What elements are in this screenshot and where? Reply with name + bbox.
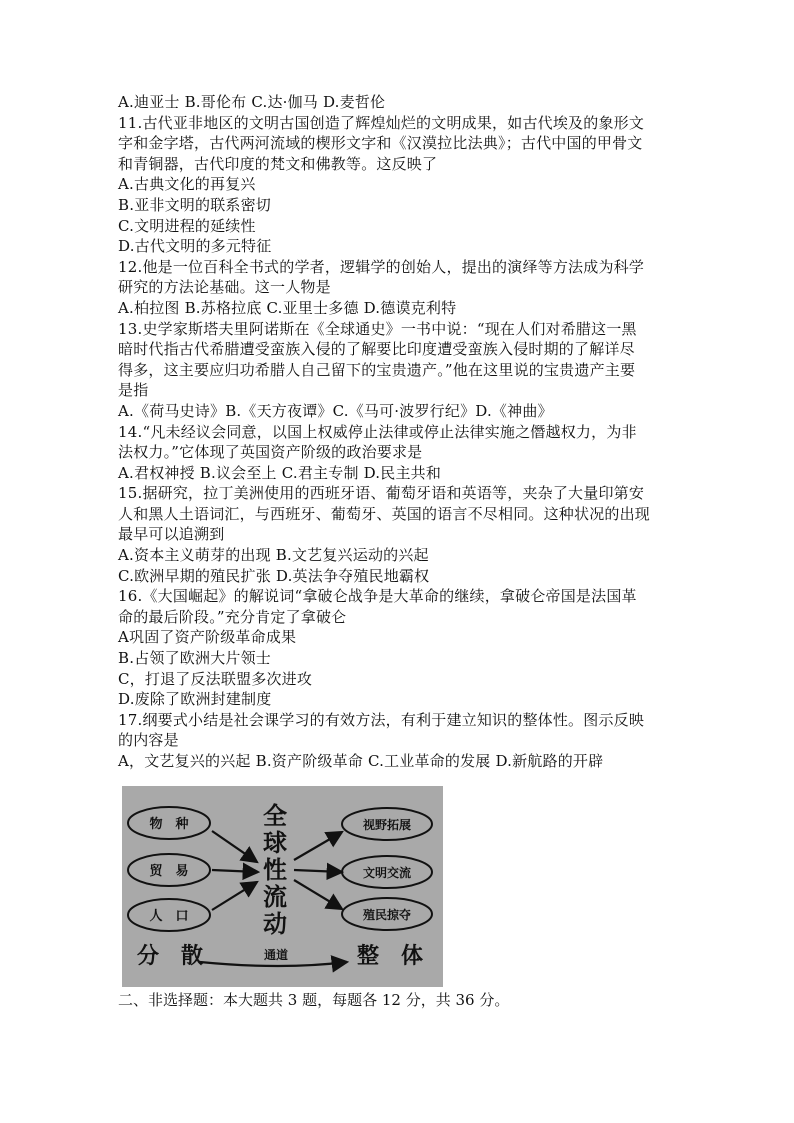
left-label-population: 人 口 (149, 909, 189, 924)
text-line: 14.“凡未经议会同意，以国上权威停止法律或停止法律实施之僭越权力，为非 (118, 422, 637, 441)
text-line: A.古典文化的再复兴 (118, 175, 256, 194)
left-label-species: 物 种 (149, 817, 189, 832)
bottom-center-label: 通道 (263, 948, 289, 962)
text-line: 16.《大国崛起》的解说词“拿破仑战争是大革命的继续，拿破仑帝国是法国革 (118, 587, 637, 606)
center-title-char-1: 全 (263, 801, 287, 830)
center-title-char-2: 球 (263, 828, 287, 857)
text-line: 人和黑人土语词汇，与西班牙、葡萄牙、英国的语言不尽相同。这种状况的出现 (118, 504, 651, 523)
text-line: 是指 (118, 381, 149, 400)
bottom-curved-arrow (200, 962, 347, 966)
text-line: 15.据研究，拉丁美洲使用的西班牙语、葡萄牙语和英语等，夹杂了大量印第安 (118, 484, 645, 503)
text-line: A.《荷马史诗》B.《天方夜谭》C.《马可·波罗行纪》D.《神曲》 (118, 401, 553, 420)
arrow-trade-in (212, 870, 258, 872)
text-line: 13.史学家斯塔夫里阿诺斯在《全球通史》一书中说：“现在人们对希腊这一黑 (118, 319, 637, 338)
right-label-exchange: 文明交流 (362, 866, 412, 880)
text-line: A.君权神授 B.议会至上 C.君主专制 D.民主共和 (118, 463, 442, 482)
text-line: 12.他是一位百科全书式的学者，逻辑学的创始人，提出的演绎等方法成为科学 (118, 257, 645, 276)
text-line: 的内容是 (118, 731, 179, 750)
bottom-left-label: 分 散 (136, 943, 204, 969)
text-line: A.柏拉图 B.苏格拉底 C.亚里士多德 D.德谟克利特 (118, 298, 457, 317)
text-line: 命的最后阶段。”充分肯定了拿破仑 (118, 607, 347, 626)
right-label-plunder: 殖民掠夺 (362, 908, 412, 922)
arrow-out-exchange (294, 870, 342, 872)
text-line: A巩固了资产阶级革命成果 (118, 628, 297, 647)
arrow-out-vision (294, 832, 342, 860)
text-line: 最早可以追溯到 (118, 525, 225, 544)
text-line: A.资本主义萌芽的出现 B.文艺复兴运动的兴起 (118, 546, 429, 565)
bottom-right-label: 整 体 (356, 943, 424, 969)
arrow-species-in (212, 831, 257, 862)
text-line: 研究的方法论基础。这一人物是 (118, 278, 331, 297)
section-heading: 二、非选择题：本大题共 3 题，每题各 12 分，共 36 分。 (118, 991, 510, 1009)
text-line: 得多，这主要应归功希腊人自己留下的宝贵遗产。”他在这里说的宝贵遗产主要 (118, 360, 636, 379)
text-line: 字和金字塔，古代两河流域的楔形文字和《汉漠拉比法典》；古代中国的甲骨文 (118, 134, 643, 153)
text-line: C，打退了反法联盟多次进攻 (118, 669, 313, 688)
text-line: D.古代文明的多元特征 (118, 237, 272, 256)
text-line: D.废除了欧洲封建制度 (118, 690, 272, 709)
text-line: C.欧洲早期的殖民扩张 D.英法争夺殖民地霸权 (118, 566, 430, 585)
center-title-char-3: 性 (263, 855, 287, 884)
arrow-out-plunder (294, 880, 342, 909)
right-label-vision: 视野拓展 (362, 818, 412, 832)
text-line: C.文明进程的延续性 (118, 216, 256, 235)
text-line: 11.古代亚非地区的文明古国创造了辉煌灿烂的文明成果，如古代埃及的象形文 (118, 113, 645, 132)
left-label-trade: 贸 易 (149, 864, 189, 879)
text-line: 法权力。”它体现了英国资产阶级的政治要求是 (118, 443, 423, 462)
question-text-block (118, 92, 683, 772)
text-line: 和青铜器，古代印度的梵文和佛教等。这反映了 (118, 154, 438, 173)
text-line: B.亚非文明的联系密切 (118, 195, 271, 214)
text-line: 暗时代指古代希腊遭受蛮族入侵的了解要比印度遭受蛮族入侵时期的了解详尽 (118, 340, 635, 359)
text-line: A.迪亚士 B.哥伦布 C.达·伽马 D.麦哲伦 (118, 93, 386, 111)
global-flow-diagram (122, 786, 443, 987)
text-line: B.占领了欧洲大片领士 (118, 649, 271, 668)
arrow-population-in (212, 882, 257, 910)
center-title-char-4: 流 (263, 882, 287, 911)
center-title-char-5: 动 (263, 909, 287, 938)
text-line: 17.纲要式小结是社会课学习的有效方法，有利于建立知识的整体性。图示反映 (118, 710, 645, 729)
text-line: A，文艺复兴的兴起 B.资产阶级革命 C.工业革命的发展 D.新航路的开辟 (118, 752, 604, 770)
